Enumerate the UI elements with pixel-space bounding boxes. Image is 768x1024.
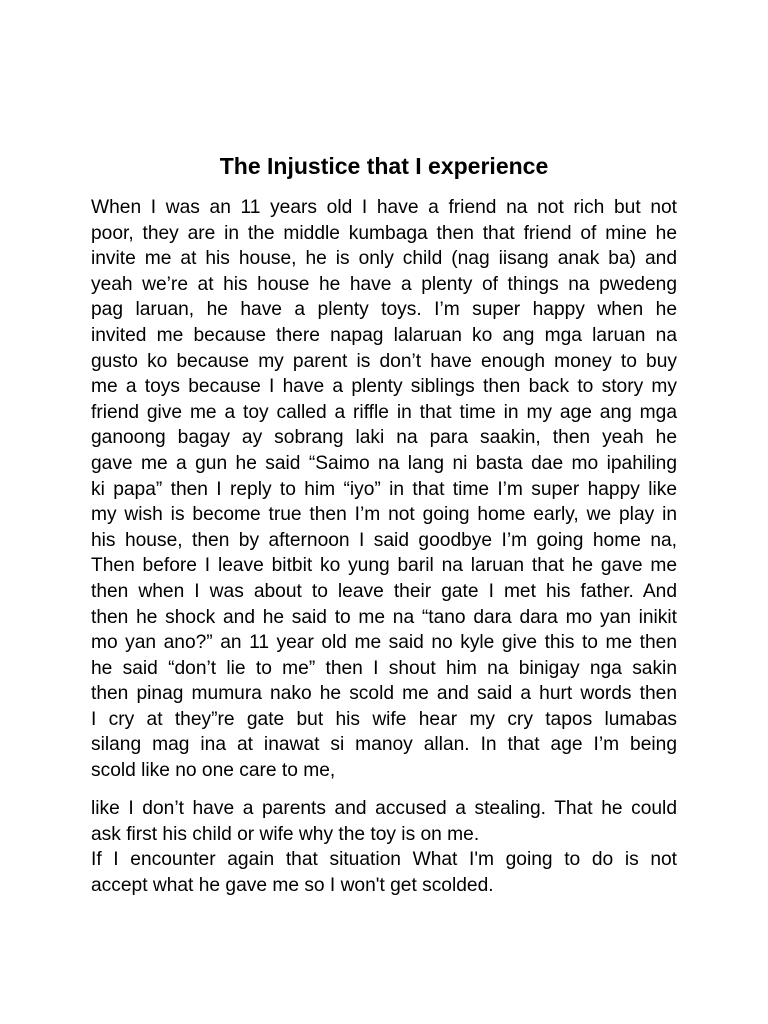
text-line: then he shock and he said to me na “tano dara dara mo yan inikit — [91, 606, 677, 628]
text-line: friend give me a toy called a riffle in that time in my age ang mga — [91, 401, 677, 423]
text-line: If I encounter again that situation What I'm going to do is not — [91, 849, 677, 871]
text-line: ask first his child or wife why the toy is on me. — [91, 823, 480, 845]
text-line: mo yan ano?” an 11 year old me said no kyle give this to me then — [91, 632, 677, 654]
text-line: I cry at they”re gate but his wife hear my cry tapos lumabas — [91, 708, 677, 730]
text-line: invite me at his house, he is only child (nag iisang anak ba) and — [91, 248, 677, 270]
text-line: then pinag mumura nako he scold me and said a hurt words then — [91, 683, 677, 705]
text-line: like I don’t have a parents and accused a stealing. That he could — [91, 798, 677, 819]
text-line: poor, they are in the middle kumbaga then that friend of mine he — [91, 222, 677, 244]
text-line: invited me because there napag lalaruan ko ang mga laruan na — [91, 324, 677, 346]
text-line: he said “don’t lie to me” then I shout him na binigay nga sakin — [91, 657, 677, 679]
text-line: my wish is become true then I’m not going home early, we play in — [91, 504, 677, 526]
text-line: accept what he gave me so I won't get scolded. — [91, 874, 494, 896]
text-line: ki papa” then I reply to him “iyo” in that time I’m super happy like — [91, 478, 677, 500]
document-title: The Injustice that I experience — [219, 153, 549, 179]
paragraph-1 — [91, 195, 677, 784]
text-line: gusto ko because my parent is don’t have enough money to buy — [91, 350, 677, 372]
text-line: his house, then by afternoon I said goodbye I’m going home na, — [91, 529, 677, 551]
text-line: Then before I leave bitbit ko yung baril na laruan that he gave me — [91, 555, 677, 577]
text-line: When I was an 11 years old I have a friend na not rich but not — [91, 197, 677, 218]
text-line: scold like no one care to me, — [91, 760, 336, 782]
text-line: yeah we’re at his house he have a plenty of things na pwedeng — [91, 273, 677, 295]
text-line: silang mag ina at inawat si manoy allan. In that age I’m being — [91, 734, 677, 756]
text-line: then when I was about to leave their gate I met his father. And — [91, 580, 677, 602]
text-line: ganoong bagay ay sobrang laki na para saakin, then yeah he — [91, 427, 677, 449]
text-line: pag laruan, he have a plenty toys. I’m super happy when he — [91, 299, 677, 321]
paragraph-2 — [91, 796, 677, 898]
text-line: me a toys because I have a plenty siblings then back to story my — [91, 376, 677, 398]
text-line: gave me a gun he said “Saimo na lang ni basta dae mo ipahiling — [91, 452, 677, 474]
